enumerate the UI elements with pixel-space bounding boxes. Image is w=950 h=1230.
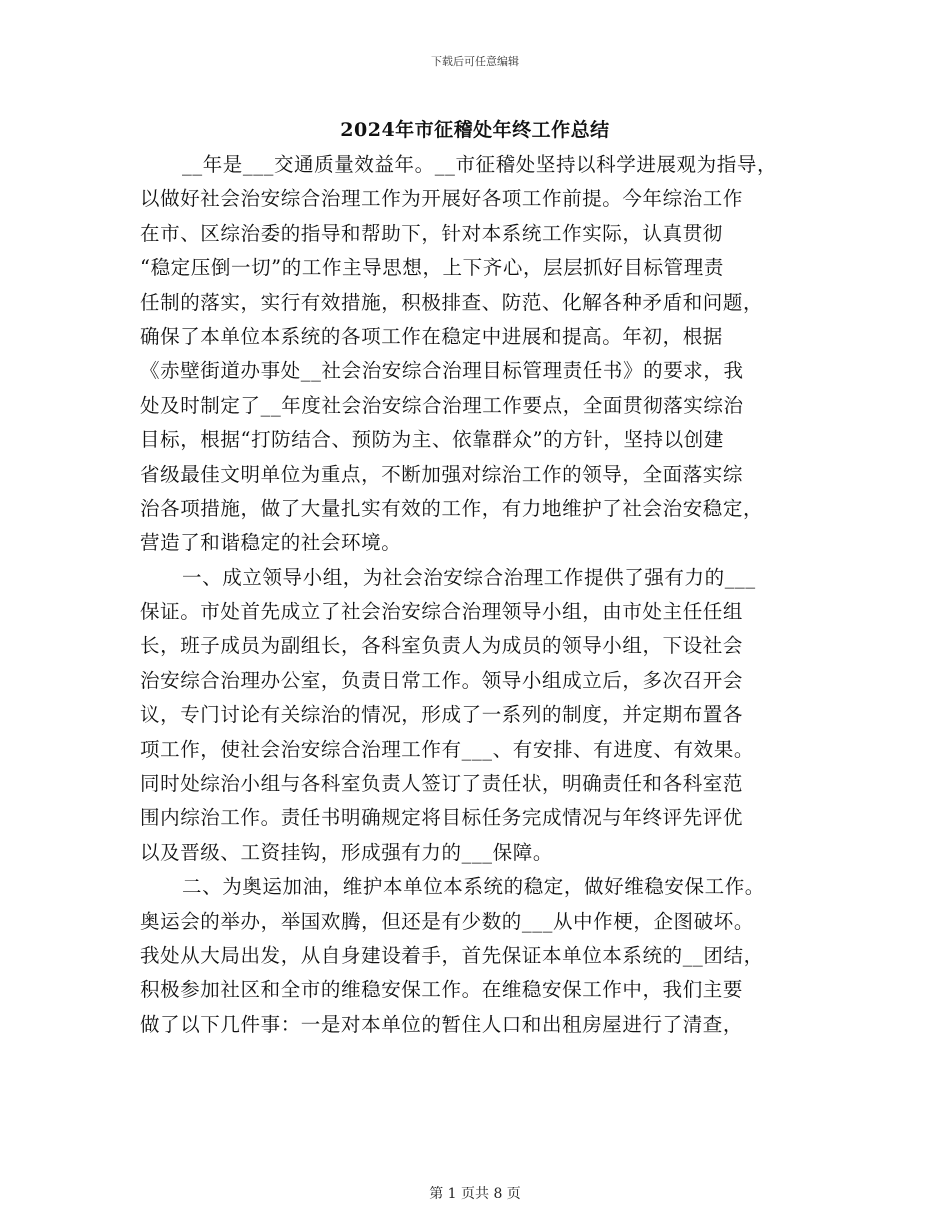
text-line: 一、成立领导小组，为社会治安综合治理工作提供了强有力的___ bbox=[182, 565, 756, 589]
text-line: 保证。市处首先成立了社会治安综合治理领导小组，由市处主任任组 bbox=[140, 600, 744, 624]
text-line: 做了以下几件事：一是对本单位的暂住人口和出租房屋进行了清查， bbox=[140, 1012, 744, 1036]
text-line: 同时处综治小组与各科室负责人签订了责任状，明确责任和各科室范 bbox=[140, 772, 744, 796]
text-line: 任制的落实，实行有效措施，积极排查、防范、化解各种矛盾和问题， bbox=[140, 290, 764, 314]
text-line: “稳定压倒一切”的工作主导思想，上下齐心，层层抓好目标管理责 bbox=[140, 256, 724, 280]
text-line: 在市、区综治委的指导和帮助下，针对本系统工作实际，认真贯彻 bbox=[140, 221, 723, 245]
text-line: 长，班子成员为副组长，各科室负责人为成员的领导小组，下设社会 bbox=[140, 634, 744, 658]
text-line: __年是___交通质量效益年。__市征稽处坚持以科学进展观为指导， bbox=[182, 153, 778, 176]
text-line: 治各项措施，做了大量扎实有效的工作，有力地维护了社会治安稳定， bbox=[140, 496, 764, 520]
text-line: 围内综治工作。责任书明确规定将目标任务完成情况与年终评先评优 bbox=[140, 806, 744, 830]
text-line: 治安综合治理办公室，负责日常工作。领导小组成立后，多次召开会 bbox=[140, 668, 744, 692]
document-title: 2024年市征稽处年终工作总结 bbox=[340, 119, 610, 141]
text-line: 项工作，使社会治安综合治理工作有___、有安排、有进度、有效果。 bbox=[140, 737, 754, 761]
text-line: 我处从大局出发，从自身建设着手，首先保证本单位本系统的__团结， bbox=[140, 943, 764, 967]
document-body bbox=[140, 148, 820, 1042]
header-note: 下载后可任意编辑 bbox=[431, 55, 519, 68]
text-line: 以及晋级、工资挂钩，形成强有力的___保障。 bbox=[140, 840, 553, 864]
text-line: 确保了本单位本系统的各项工作在稳定中进展和提高。年初，根据 bbox=[140, 324, 723, 348]
text-line: 目标，根据“打防结合、预防为主、依靠群众”的方针，坚持以创建 bbox=[140, 428, 724, 452]
text-line: 营造了和谐稳定的社会环境。 bbox=[140, 531, 402, 555]
text-line: 议，专门讨论有关综治的情况，形成了一系列的制度，并定期布置各 bbox=[140, 703, 744, 727]
text-line: 二、为奥运加油，维护本单位本系统的稳定，做好维稳安保工作。 bbox=[182, 875, 765, 899]
text-line: 省级最佳文明单位为重点，不断加强对综治工作的领导，全面落实综 bbox=[140, 462, 744, 486]
text-line: 奥运会的举办，举国欢腾，但还是有少数的___从中作梗，企图破坏。 bbox=[140, 909, 754, 933]
text-line: 《赤壁街道办事处__社会治安综合治理目标管理责任书》的要求，我 bbox=[140, 359, 744, 383]
page-footer: 第 1 页共 8 页 bbox=[429, 1186, 521, 1202]
text-line: 处及时制定了__年度社会治安综合治理工作要点，全面贯彻落实综治 bbox=[140, 393, 744, 417]
text-line: 以做好社会治安综合治理工作为开展好各项工作前提。今年综治工作 bbox=[140, 187, 744, 211]
text-line: 积极参加社区和全市的维稳安保工作。在维稳安保工作中，我们主要 bbox=[140, 978, 744, 1002]
